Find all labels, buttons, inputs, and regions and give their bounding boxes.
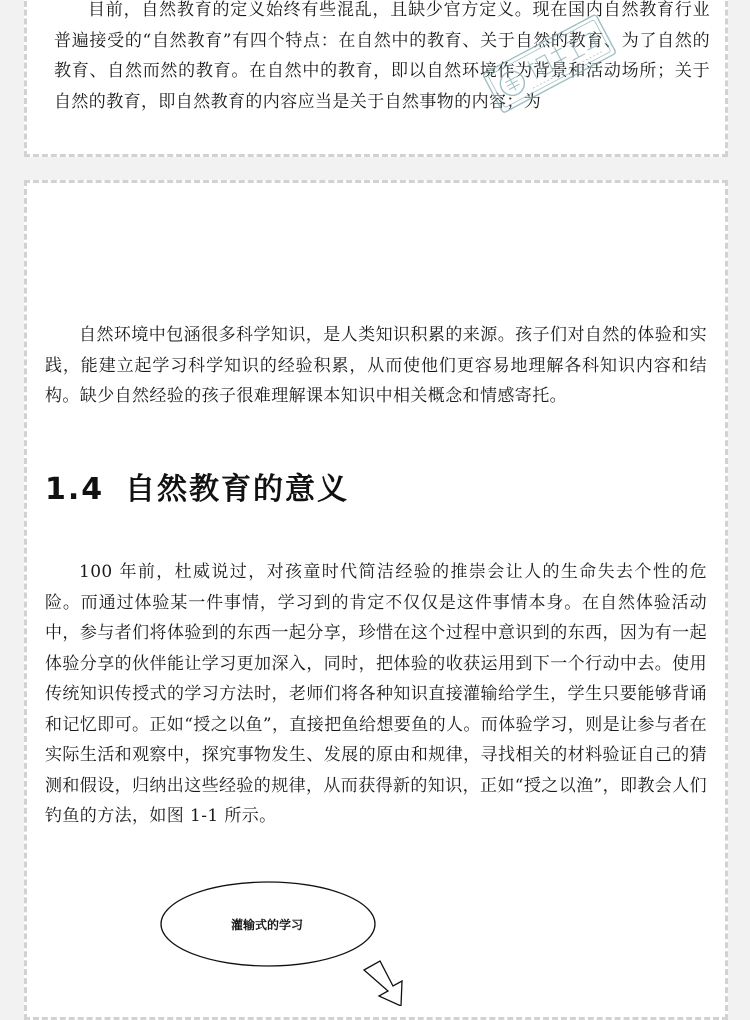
diagram-shapes: [150, 870, 450, 1006]
paragraph-definition: 目前，自然教育的定义始终有些混乱，且缺少官方定义。现在国内自然教育行业普遍接受的“自然教育”有四个特点：在自然中的教育、关于自然的教育、为了自然的教育、自然而然的教育。在自然中的教育，即以自然环境作为背景和活动场所；关于自然的教育，即自然教育的内容应当是关于自然事物的内容；为: [54, 0, 710, 112]
section-title: 自然教育的意义: [125, 472, 349, 507]
paragraph-dewey: 100 年前，杜威说过，对孩童时代简洁经验的推崇会让人的生命失去个性的危险。而通过体验某一件事情，学习到的肯定不仅仅是这件事情本身。在自然体验活动中，参与者们将体验到的东西一起分享，珍惜在这个过程中意识到的东西，因为有一起体验分享的伙伴能让学习更加深入，同时，把体验的收获运用到下一个行动中去。使用传统知识传授式的学习方法时，老师们将各种知识直接灌输给学生，学生只要能够背诵和记忆即可。正如“授之以鱼”，直接把鱼给想要鱼的人。而体验学习，则是让参与者在实际生活和观察中，探究事物发生、发展的原由和规律，寻找相关的材料验证自己的猜测和假设，归纳出这些经验的规律，从而获得新的知识，正如“授之以渔”，即教会人们钓鱼的方法，如图 1-1 所示。: [45, 562, 707, 826]
section-heading: [45, 464, 349, 508]
paragraph-science-knowledge: 自然环境中包涵很多科学知识，是人类知识积累的来源。孩子们对自然的体验和实践，能建立起学习科学知识的经验积累，从而使他们更容易地理解各科知识内容和结构。缺少自然经验的孩子很难理解课本知识中相关概念和情感寄托。: [45, 325, 707, 406]
figure-diagram: [150, 870, 450, 1006]
section-number: 1.4: [45, 472, 105, 507]
diagram-ellipse-label: 灌输式的学习: [230, 918, 303, 932]
diagram-arrow: [364, 961, 402, 1006]
